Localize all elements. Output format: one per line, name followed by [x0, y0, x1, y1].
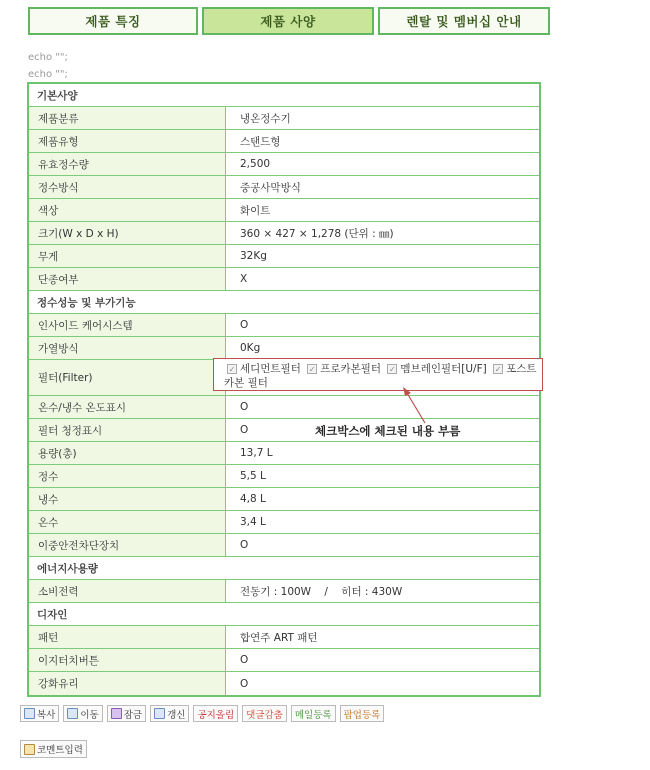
lock-icon — [111, 708, 122, 719]
copy-icon — [24, 708, 35, 719]
checkbox-label: 멤브레인필터[U/F] — [400, 363, 487, 375]
table-row: 인사이드 케어시스템 O — [29, 314, 539, 337]
table-row: 크기(W x D x H) 360 × 427 × 1,278 (단위 : ㎜) — [29, 222, 539, 245]
checkbox-label: 세디먼트필터 — [240, 363, 301, 375]
hide-comments-button[interactable]: 댓글감춤 — [242, 705, 287, 722]
checkbox-label: 프로카본필터 — [320, 363, 382, 375]
pencil-icon — [24, 744, 35, 755]
annotation-arrow-icon — [395, 385, 435, 427]
checkbox-membrane-filter[interactable]: ✓ — [389, 365, 396, 374]
table-row: 유효정수량 2,500 — [29, 153, 539, 176]
debug-echo-text: echo ""; — [28, 69, 68, 80]
debug-echo-text: echo ""; — [28, 52, 68, 63]
checkbox-procarbon-filter[interactable]: ✓ — [308, 365, 316, 374]
table-row: 이지터치버튼 O — [29, 649, 539, 672]
section-header: 기본사양 — [29, 84, 539, 107]
table-row: 제품분류 냉온정수기 — [29, 107, 539, 130]
refresh-icon — [154, 708, 165, 719]
tab-product-features[interactable]: 제품 특징 — [28, 7, 198, 35]
table-row: 무게 32Kg — [29, 245, 539, 268]
section-header: 디자인 — [29, 603, 539, 626]
table-row: 패턴 합연주 ART 패턴 — [29, 626, 539, 649]
table-row: 냉수 4,8 L — [29, 488, 539, 511]
filter-checkbox-group — [213, 358, 543, 391]
table-row: 색상 화이트 — [29, 199, 539, 222]
table-row-filter: 필터(Filter) — [29, 360, 539, 396]
table-row: 강화유리 O — [29, 672, 539, 695]
table-row: 정수 5,5 L — [29, 465, 539, 488]
annotation-text: 체크박스에 체크된 내용 부름 — [315, 424, 461, 438]
table-row: 정수방식 중공사막방식 — [29, 176, 539, 199]
table-row: 소비전력 전동기 : 100W / 히터 : 430W — [29, 580, 539, 603]
register-mail-button[interactable]: 메일등록 — [291, 705, 336, 722]
section-header: 에너지사용량 — [29, 557, 539, 580]
tab-product-specs[interactable]: 제품 사양 — [202, 7, 374, 35]
move-button[interactable]: 이동 — [63, 705, 102, 722]
checkbox-postcarbon-filter[interactable]: ✓ — [494, 365, 502, 374]
tab-bar — [28, 7, 550, 35]
move-icon — [67, 708, 78, 719]
section-header: 정수성능 및 부가기능 — [29, 291, 539, 314]
copy-button[interactable]: 복사 — [20, 705, 59, 722]
table-row: 온수/냉수 온도표시 O — [29, 396, 539, 419]
comment-input-button[interactable]: 코멘트입력 — [20, 740, 87, 758]
table-row: 용량(총) 13,7 L — [29, 442, 539, 465]
refresh-button[interactable]: 갱신 — [150, 705, 189, 722]
table-row: 온수 3,4 L — [29, 511, 539, 534]
table-row: 필터 청정표시 O — [29, 419, 539, 442]
checkbox-sediment-filter[interactable]: ✓ — [228, 365, 236, 374]
table-row: 이중안전차단장치 O — [29, 534, 539, 557]
table-row: 단종여부 X — [29, 268, 539, 291]
checkbox-label: 포스트카본 필터 — [224, 363, 537, 389]
post-notice-button[interactable]: 공지올림 — [193, 705, 238, 722]
lock-button[interactable]: 잠금 — [107, 705, 146, 722]
table-row: 제품유형 스탠드형 — [29, 130, 539, 153]
action-toolbar — [20, 705, 384, 722]
tab-rental-membership[interactable]: 렌탈 및 멤버십 안내 — [378, 7, 550, 35]
table-row: 가열방식 0Kg — [29, 337, 539, 360]
register-popup-button[interactable]: 팝업등록 — [340, 705, 385, 722]
